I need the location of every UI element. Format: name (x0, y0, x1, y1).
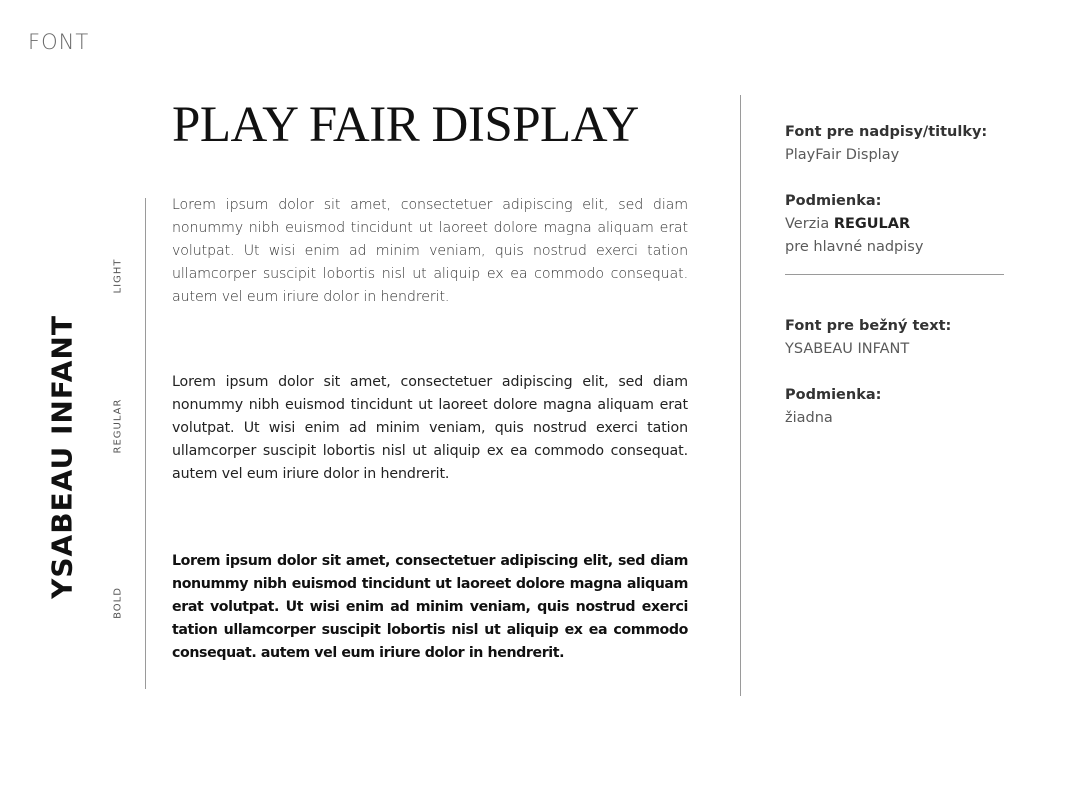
headings-font-info (785, 121, 1015, 259)
spacer (785, 361, 1015, 384)
headings-condition-weight: REGULAR (833, 216, 911, 232)
body-condition-value: žiadna (785, 410, 833, 426)
sample-text-regular: Lorem ipsum dolor sit amet, consectetuer adipiscing elit, sed diam nonummy nibh euismod tincidunt ut laoreet dolore magna aliquam erat volutpat. Ut wisi enim ad minim veniam, quis nostrud exerci tation ullamcorper suscipit lobortis nisl ut aliquip ex ea commodo consequat. autem vel eum iriure dolor in hendrerit. (172, 374, 688, 482)
body-font-info (785, 315, 1015, 430)
display-font-title: PLAY FAIR DISPLAY (172, 97, 639, 153)
page-label: FONT (28, 30, 90, 54)
body-condition-label: Podmienka: (785, 387, 882, 403)
weight-label-light: LIGHT (112, 258, 124, 294)
headings-condition-note: pre hlavné nadpisy (785, 239, 924, 255)
headings-condition-version (785, 213, 1015, 236)
body-font-label: Font pre bežný text: (785, 318, 952, 334)
headings-condition-label: Podmienka: (785, 193, 882, 209)
spacer (785, 167, 1015, 190)
samples-vertical-rule (145, 198, 146, 689)
headings-font-label: Font pre nadpisy/titulky: (785, 124, 988, 140)
headings-font-value: PlayFair Display (785, 147, 900, 163)
info-divider (785, 274, 1004, 275)
body-font-value: YSABEAU INFANT (785, 341, 910, 357)
info-vertical-rule (740, 95, 741, 696)
sample-text-bold: Lorem ipsum dolor sit amet, consectetuer adipiscing elit, sed diam nonummy nibh euismod tincidunt ut laoreet dolore magna aliquam erat volutpat. Ut wisi enim ad minim veniam, quis nostrud exerci tation ullamcorper suscipit lobortis nisl ut aliquip ex ea commodo consequat. autem vel eum iriure dolor in hendrerit. (172, 553, 688, 661)
weight-label-regular: REGULAR (112, 398, 124, 454)
sample-text-light: Lorem ipsum dolor sit amet, consectetuer adipiscing elit, sed diam nonummy nibh euismod tincidunt ut laoreet dolore magna aliquam erat volutpat. Ut wisi enim ad minim veniam, quis nostrud exerci tation ullamcorper suscipit lobortis nisl ut aliquip ex ea commodo consequat. autem vel eum iriure dolor in hendrerit. (172, 197, 688, 305)
weight-label-bold: BOLD (112, 587, 124, 619)
text-font-name: YSABEAU INFANT (45, 315, 79, 599)
headings-condition-prefix: Verzia (785, 216, 830, 232)
